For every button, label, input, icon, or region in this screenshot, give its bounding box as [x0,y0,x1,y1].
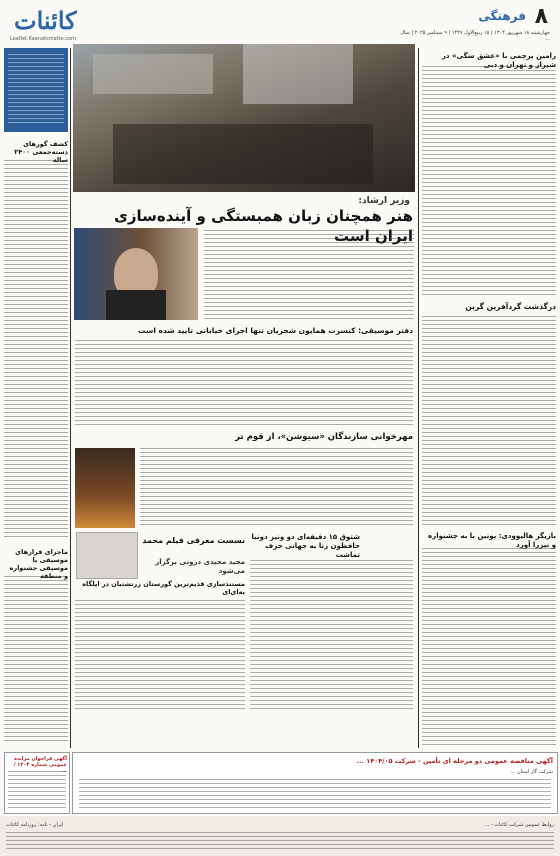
right-mid-headline: درگذشت گردآفرین گرین [465,302,556,311]
main-headline: هنر همچنان زبان همبستگی و آینده‌سازی ایران است [114,207,413,245]
right-bottom-headline: بازیگر هالیوودی: پوتین با به جشنواره و نیزرا آورد [428,532,556,549]
tender-title: آگهی مناقصه عمومی دو مرحله ای تأمین - شرکت ۱۴۰۴/۰۵ ... [356,757,553,765]
minister-photo [74,228,198,320]
column-divider [70,48,71,748]
candle-photo [75,448,135,528]
film-poster [76,532,138,579]
left-column [4,48,68,748]
heritage-headline: مستندسازی قدیم‌ترین گورستان زرتشتیان در اپلگاه به‌ای‌ای [82,580,245,596]
concert-headline: دفتر موسیقی: کنسرت همایون شجریان تنها اجرای خیابانی تایید شده است [138,326,413,335]
tender-ad [72,752,558,814]
festival-headline: شتوق ۱۵ دقیقه‌ای دو ونیز دونیا حافظون زنا به جهانی حرف تماشت [251,533,360,559]
right-column-divider [418,48,419,748]
left-subhead: ماجرای فرارهای موسیقی یا موسیقی جشنواره و منطقه [9,548,68,580]
footer-band [0,816,560,856]
auction-ad [4,752,70,814]
masthead [0,0,560,48]
main-kicker: وزیر ارشاد: [358,196,410,206]
right-top-headline: رامین پرچمی با «عشق سگی» در شیراز و تهران و دبی [441,52,556,69]
footer-left: ایران - نامه: روزنامه کائنات [6,822,64,828]
page-number: ۸ [534,4,548,29]
mahrkhani-headline: مهرخوانی سازندگان «سیوشن»، از قوم تر [235,432,413,442]
film-subhead: مجید مجیدی درونی برگزار می‌شود [155,558,245,575]
logo: کائنات [14,6,77,35]
section-label: فرهنگی [478,9,526,23]
film-headline: نسست معرفی فیلم محمد [142,536,245,545]
footer-right: روابط عمومی شرکت کائنات - ... [484,822,554,828]
main-photo [73,44,415,192]
logo-subtitle: Leaflet.Kaenatsmatte.com [10,36,76,42]
dateline: چهارشنبه ۱۸ شهریور ۱۴۰۴ | ۱۵ ربیع‌الاول ۱۴۴۷ | ۹ سپتامبر ۲۰۲۵ | سال ... [400,30,550,42]
tender-org: شرکت گاز استان ... [510,769,553,775]
auction-title: آگهی فراخوان مزایده عمومی شماره ۱۴۰۴ / ... [13,756,67,774]
left-headline: کشف گورهای دسته‌جمعی ۲۴۰۰ ساله [14,140,68,164]
